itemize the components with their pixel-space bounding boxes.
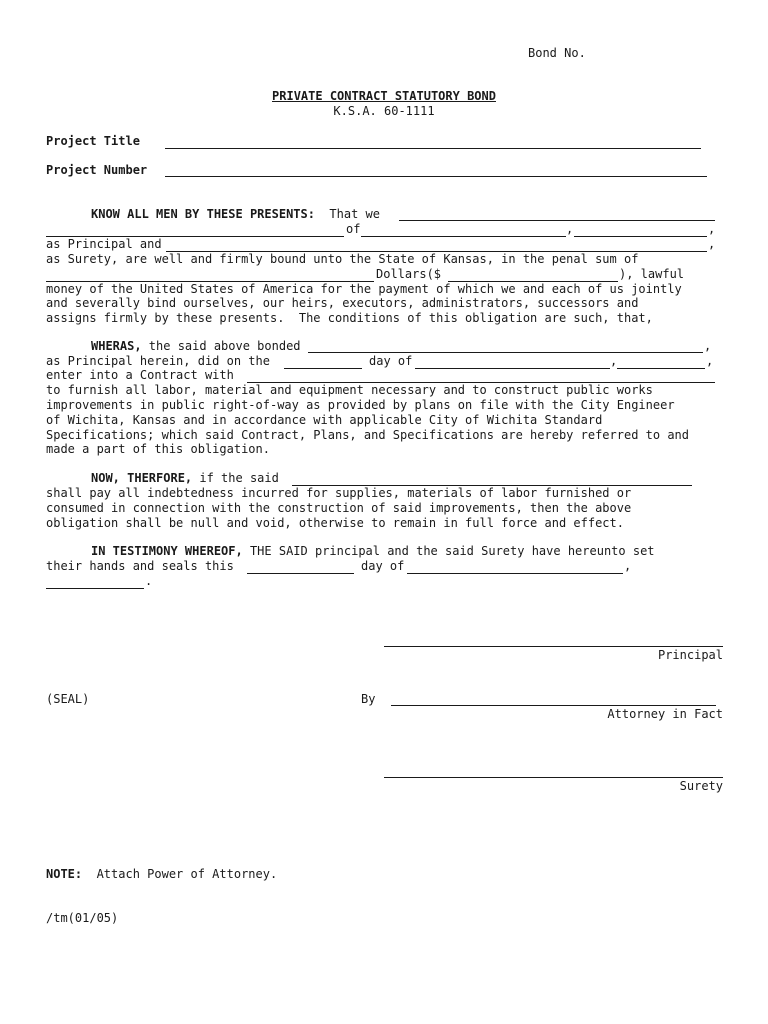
comma-1: , — [566, 222, 574, 236]
statute-reference: K.S.A. 60-1111 — [333, 104, 435, 118]
project-number-label: Project Number — [46, 163, 148, 177]
therefore-line-3: consumed in connection with the construction of said improvements, then the above — [46, 501, 632, 515]
know-all-lead: KNOW ALL MEN BY THESE PRESENTS: — [91, 207, 315, 221]
contract-month-blank[interactable] — [415, 368, 610, 369]
enter-into-text: enter into a Contract with — [46, 368, 234, 382]
contract-year-blank[interactable] — [617, 368, 705, 369]
seal-label: (SEAL) — [46, 692, 90, 706]
bonded-principal-blank[interactable] — [308, 352, 703, 353]
bond-number-label: Bond No. — [528, 46, 586, 60]
testimony-line-2: their hands and seals this — [46, 559, 234, 573]
comma-2: , — [708, 222, 716, 236]
testimony-line — [91, 544, 655, 559]
whereas-line-6: of Wichita, Kansas and in accordance with applicable City of Wichita Standard — [46, 413, 603, 427]
attorney-signature-line[interactable] — [391, 705, 716, 706]
therefore-line-4: obligation shall be null and void, otherwise to remain in full force and effect. — [46, 516, 624, 530]
that-we-text: That we — [329, 207, 380, 221]
project-title-label: Project Title — [46, 134, 140, 148]
principal-signature-line[interactable] — [384, 646, 723, 647]
principal-state-blank[interactable] — [574, 236, 707, 237]
whereas-line-7: Specifications; which said Contract, Plans, and Specifications are hereby referred to and — [46, 428, 689, 442]
comma-5: , — [610, 354, 618, 368]
principal-label: Principal — [657, 648, 723, 662]
testimony-rest: THE SAID principal and the said Surety have hereunto set — [242, 544, 655, 558]
note-line — [46, 867, 277, 882]
whereas-line — [91, 339, 301, 354]
therefore-lead: NOW, THERFORE, — [91, 471, 193, 485]
project-number-blank[interactable] — [165, 176, 707, 177]
of-text: of — [346, 222, 361, 236]
project-title-blank[interactable] — [165, 148, 701, 149]
note-label: NOTE: — [46, 867, 83, 881]
whereas-line-4: to furnish all labor, material and equipment necessary and to construct public works — [46, 383, 653, 397]
whereas-line-8: made a part of this obligation. — [46, 442, 270, 456]
comma-7: , — [624, 559, 632, 573]
principal-city-blank[interactable] — [361, 236, 566, 237]
know-all-line — [91, 207, 380, 222]
document-title: PRIVATE CONTRACT STATUTORY BOND — [272, 89, 496, 103]
surety-label: Surety — [679, 779, 723, 793]
contract-day-blank[interactable] — [284, 368, 362, 369]
comma-3: , — [708, 237, 716, 251]
testimony-day-of: day of — [361, 559, 405, 573]
surety-line-text: as Surety, are well and firmly bound unto the State of Kansas, in the penal sum of — [46, 252, 639, 266]
footer-code: /tm(01/05) — [46, 911, 119, 925]
said-above-text: the said above bonded — [141, 339, 301, 353]
know-all-line-6: assigns firmly by these presents. The conditions of this obligation are such, that, — [46, 311, 653, 325]
testimony-month-blank[interactable] — [407, 573, 623, 574]
attorney-label: Attorney in Fact — [607, 707, 723, 721]
whereas-line-5: improvements in public right-of-way as provided by plans on file with the City Engineer — [46, 398, 675, 412]
whereas-lead: WHERAS, — [91, 339, 142, 353]
principal-herein-text: as Principal herein, did on the — [46, 354, 270, 368]
surety-signature-line[interactable] — [384, 777, 723, 778]
by-label: By — [361, 692, 376, 706]
testimony-lead: IN TESTIMONY WHEREOF, — [91, 544, 243, 558]
comma-4: , — [704, 339, 712, 353]
comma-6: , — [706, 354, 714, 368]
know-all-line-4: money of the United States of America for the payment of which we and each of us jointly — [46, 282, 682, 296]
know-all-line-5: and severally bind ourselves, our heirs, executors, administrators, successors and — [46, 296, 639, 310]
dollars-text: Dollars($ — [376, 267, 442, 281]
day-of-text: day of — [369, 354, 413, 368]
if-said-text: if the said — [192, 471, 279, 485]
therefore-line — [91, 471, 279, 486]
period-text: . — [145, 574, 153, 588]
therefore-line-2: shall pay all indebtedness incurred for supplies, materials of labor furnished or — [46, 486, 632, 500]
lawful-text: ), lawful — [619, 267, 685, 281]
principal-name-blank[interactable] — [399, 220, 715, 221]
testimony-year-blank[interactable] — [46, 588, 144, 589]
as-principal-text: as Principal and — [46, 237, 162, 251]
note-text: Attach Power of Attorney. — [82, 867, 278, 881]
testimony-day-blank[interactable] — [247, 573, 354, 574]
